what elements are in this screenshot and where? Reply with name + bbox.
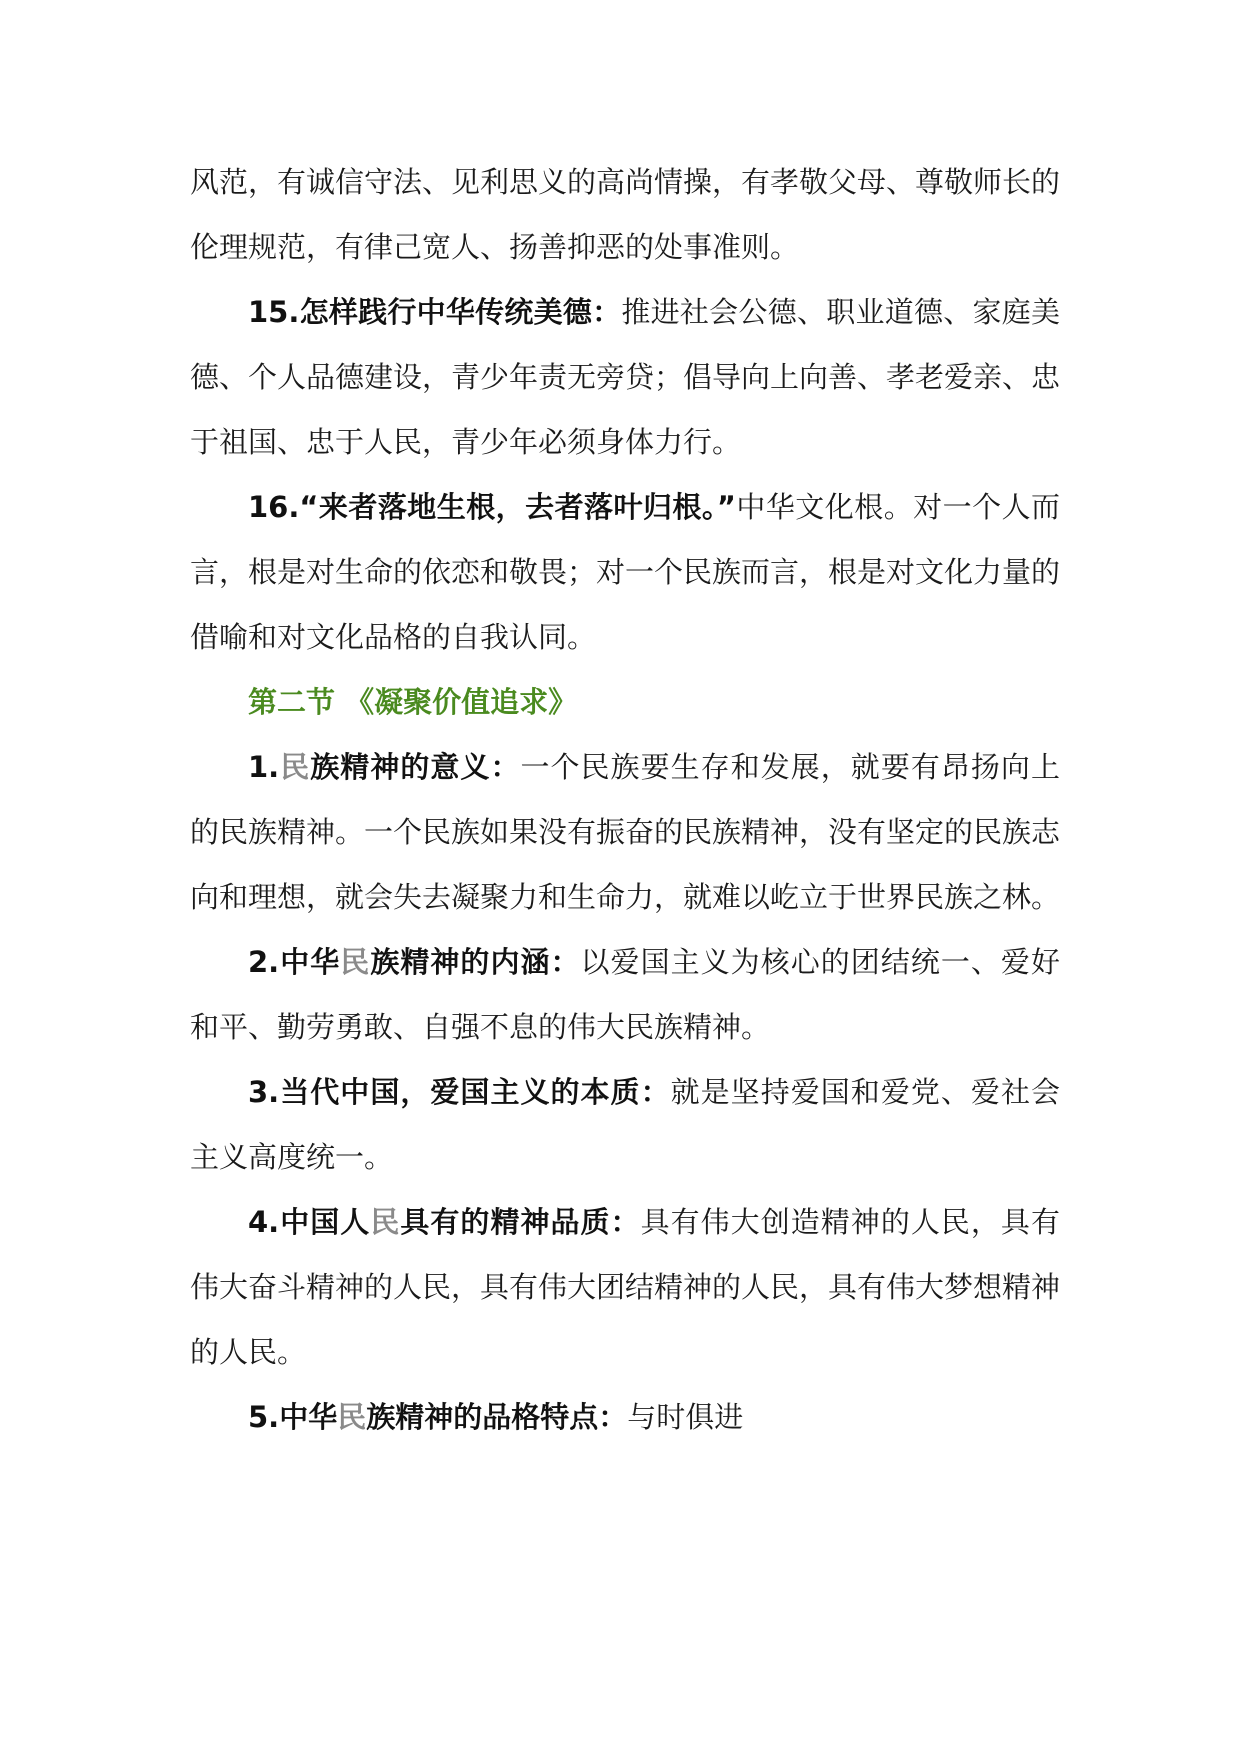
item-lead: 当代中国，爱国主义的本质： [279,1075,671,1109]
item-2 [190,930,1060,1060]
item-4 [190,1190,1060,1385]
paragraph-15 [190,280,1060,475]
paragraph-lead: “来者落地生根，去者落叶归根。” [299,490,736,524]
item-lead-highlight: 民 [279,750,311,784]
paragraph-number: 16. [248,490,300,524]
item-1 [190,735,1060,930]
paragraph-continuation [190,150,1060,280]
item-lead-highlight: 民 [370,1205,401,1239]
item-number: 4. [248,1205,280,1239]
paragraph-body: 中华文化根。对一个人而言，根是对生命的依恋和敬畏；对一个民族而言，根是对文化力量的借喻和对文化品格的自我认同。 [190,490,1061,654]
item-number: 5. [248,1400,280,1434]
paragraph-number: 15. [248,295,300,329]
item-lead: 具有的精神品质： [400,1205,641,1239]
item-body: 就是坚持爱国和爱党、爱社会主义高度统一。 [190,1075,1060,1174]
item-lead: 族精神的品格特点： [366,1400,628,1434]
item-number: 1. [248,750,280,784]
paragraph-body: 推进社会公德、职业道德、家庭美德、个人品德建设，青少年责无旁贷；倡导向上向善、孝老爱亲、忠于祖国、忠于人民，青少年必须身体力行。 [190,295,1061,459]
item-number: 3. [248,1075,280,1109]
item-body: 一个民族要生存和发展，就要有昂扬向上的民族精神。一个民族如果没有振奋的民族精神，没有坚定的民族志向和理想，就会失去凝聚力和生命力，就难以屹立于世界民族之林。 [190,750,1061,914]
item-number: 2. [248,945,280,979]
item-body: 与时俱进 [627,1400,744,1434]
item-lead: 族精神的意义： [310,750,521,784]
document-body [190,150,1060,1450]
item-lead: 中华 [279,945,341,979]
item-5 [190,1385,1060,1450]
paragraph-lead: 怎样践行中华传统美德： [299,295,622,329]
item-lead: 中华 [279,1400,338,1434]
item-lead: 族精神的内涵： [370,945,581,979]
section-title: 第二节 《凝聚价值追求》 [248,685,578,719]
item-body: 以爱国主义为核心的团结统一、爱好和平、勤劳勇敢、自强不息的伟大民族精神。 [190,945,1060,1044]
item-3 [190,1060,1060,1190]
item-lead-highlight: 民 [337,1400,367,1434]
item-lead-highlight: 民 [340,945,371,979]
item-body: 具有伟大创造精神的人民，具有伟大奋斗精神的人民，具有伟大团结精神的人民，具有伟大梦想精神的人民。 [190,1205,1061,1369]
paragraph-body: 风范，有诚信守法、见利思义的高尚情操，有孝敬父母、尊敬师长的伦理规范，有律己宽人、扬善抑恶的处事准则。 [190,165,1061,264]
paragraph-16 [190,475,1060,670]
item-lead: 中国人 [279,1205,371,1239]
